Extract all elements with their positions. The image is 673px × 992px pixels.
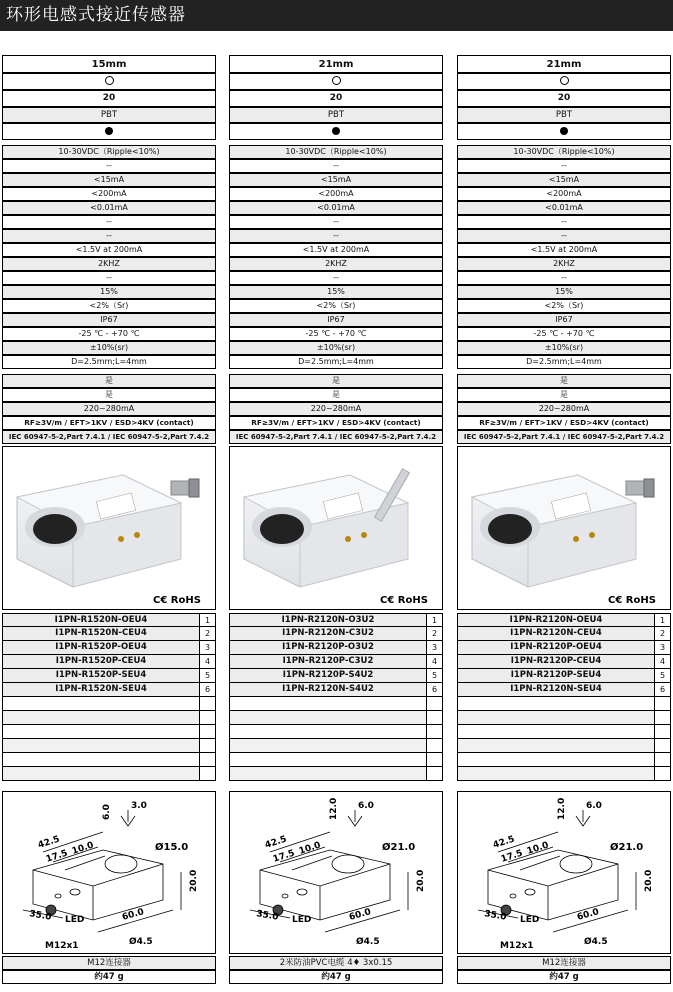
spec-row: -- bbox=[457, 271, 671, 285]
reverse-polarity-protection: 是 bbox=[2, 374, 216, 388]
model-number: I1PN-R2120P-SEU4 bbox=[458, 669, 655, 682]
model-index: 1 bbox=[659, 616, 666, 625]
standard: IEC 60947-5-2,Part 7.4.1 / IEC 60947-5-2,Part 7.4.2 bbox=[457, 430, 671, 444]
model-index: 4 bbox=[204, 657, 211, 666]
model-number: I1PN-R2120N-CEU4 bbox=[458, 627, 655, 640]
svg-text:C€ RoHS: C€ RoHS bbox=[380, 595, 428, 606]
spec-row: <15mA bbox=[457, 173, 671, 187]
page-title: 环形电感式接近传感器 bbox=[0, 0, 673, 31]
spec-list bbox=[229, 145, 443, 369]
svg-text:10.0: 10.0 bbox=[297, 840, 323, 857]
dimension-drawing bbox=[2, 791, 216, 954]
model-number: I1PN-R1520P-SEU4 bbox=[3, 669, 200, 682]
model-row bbox=[457, 613, 671, 627]
model-index: 6 bbox=[659, 685, 666, 694]
svg-text:C€ RoHS: C€ RoHS bbox=[153, 595, 201, 606]
model-row bbox=[457, 669, 671, 683]
model-index: 1 bbox=[431, 616, 438, 625]
spec-row: <2%（Sr) bbox=[2, 299, 216, 313]
model-row bbox=[2, 627, 216, 641]
empty-row bbox=[457, 711, 671, 725]
svg-text:35.0: 35.0 bbox=[483, 909, 508, 923]
spec-row: -- bbox=[229, 229, 443, 243]
svg-text:20.0: 20.0 bbox=[644, 869, 654, 892]
model-number: I1PN-R2120P-C3U2 bbox=[230, 655, 427, 668]
short-circuit-current: 220~280mA bbox=[457, 402, 671, 416]
model-row bbox=[2, 683, 216, 697]
empty-row bbox=[2, 697, 216, 711]
standard: IEC 60947-5-2,Part 7.4.1 / IEC 60947-5-2,Part 7.4.2 bbox=[229, 430, 443, 444]
svg-text:60.0: 60.0 bbox=[348, 907, 373, 923]
model-row bbox=[229, 683, 443, 697]
spec-row: -25 ℃ - +70 ℃ bbox=[2, 327, 216, 341]
sensor-size: 15mm bbox=[2, 55, 216, 73]
output-led-icon bbox=[2, 123, 216, 140]
empty-row bbox=[2, 739, 216, 753]
spec-row: 15% bbox=[2, 285, 216, 299]
connection-type: M12连接器 bbox=[2, 956, 216, 970]
model-index: 2 bbox=[204, 629, 211, 638]
spec-row: D=2.5mm;L=4mm bbox=[457, 355, 671, 369]
svg-text:3.0: 3.0 bbox=[131, 801, 147, 811]
svg-text:12.0: 12.0 bbox=[329, 797, 339, 820]
spec-row: <200mA bbox=[457, 187, 671, 201]
empty-row bbox=[229, 767, 443, 781]
model-list bbox=[229, 613, 443, 697]
model-list bbox=[457, 613, 671, 697]
spec-row: 15% bbox=[457, 285, 671, 299]
product-photo bbox=[229, 446, 443, 610]
product-photo bbox=[457, 446, 671, 610]
model-list bbox=[2, 613, 216, 697]
reverse-polarity-protection: 是 bbox=[457, 374, 671, 388]
svg-text:6.0: 6.0 bbox=[358, 801, 374, 811]
model-number: I1PN-R2120P-O3U2 bbox=[230, 641, 427, 654]
svg-text:20.0: 20.0 bbox=[189, 869, 199, 892]
svg-text:35.0: 35.0 bbox=[255, 909, 280, 923]
standard: IEC 60947-5-2,Part 7.4.1 / IEC 60947-5-2,Part 7.4.2 bbox=[2, 430, 216, 444]
short-circuit-protection: 是 bbox=[229, 388, 443, 402]
spec-row: ±10%(sr) bbox=[457, 341, 671, 355]
model-number: I1PN-R2120P-OEU4 bbox=[458, 641, 655, 654]
model-index: 2 bbox=[431, 629, 438, 638]
mounting-nonflush-icon bbox=[2, 73, 216, 90]
spec-row: -- bbox=[457, 159, 671, 173]
spec-row: <1.5V at 200mA bbox=[457, 243, 671, 257]
model-row bbox=[2, 613, 216, 627]
empty-model-rows bbox=[2, 697, 216, 781]
model-number: I1PN-R1520N-CEU4 bbox=[3, 627, 200, 640]
empty-row bbox=[229, 739, 443, 753]
spec-row: 10-30VDC（Ripple<10%) bbox=[2, 145, 216, 159]
model-row bbox=[2, 669, 216, 683]
spec-row: 10-30VDC（Ripple<10%) bbox=[229, 145, 443, 159]
empty-row bbox=[457, 739, 671, 753]
empty-row bbox=[2, 753, 216, 767]
spec-row: <2%（Sr) bbox=[229, 299, 443, 313]
sensor-size: 21mm bbox=[229, 55, 443, 73]
model-number: I1PN-R2120N-S4U2 bbox=[230, 683, 427, 696]
spec-row: <1.5V at 200mA bbox=[2, 243, 216, 257]
empty-row bbox=[457, 725, 671, 739]
spec-row: D=2.5mm;L=4mm bbox=[229, 355, 443, 369]
product-column bbox=[229, 55, 443, 984]
model-number: I1PN-R1520P-OEU4 bbox=[3, 641, 200, 654]
model-row bbox=[457, 683, 671, 697]
model-number: I1PN-R2120N-O3U2 bbox=[230, 614, 427, 626]
model-index: 3 bbox=[659, 643, 666, 652]
model-row bbox=[457, 627, 671, 641]
spec-row: -- bbox=[2, 159, 216, 173]
spec-row: ±10%(sr) bbox=[2, 341, 216, 355]
spec-row: -- bbox=[2, 271, 216, 285]
svg-text:LED: LED bbox=[292, 915, 312, 925]
dimension-drawing bbox=[457, 791, 671, 954]
empty-row bbox=[229, 697, 443, 711]
spec-row: <15mA bbox=[229, 173, 443, 187]
svg-text:17.5: 17.5 bbox=[271, 848, 297, 865]
svg-text:Ø4.5: Ø4.5 bbox=[584, 937, 608, 947]
svg-text:Ø4.5: Ø4.5 bbox=[356, 937, 380, 947]
spec-row: <2%（Sr) bbox=[457, 299, 671, 313]
empty-row bbox=[2, 711, 216, 725]
emc-values: RF≥3V/m / EFT>1KV / ESD>4KV (contact) bbox=[229, 416, 443, 430]
short-circuit-current: 220~280mA bbox=[229, 402, 443, 416]
weight: 约47 g bbox=[2, 970, 216, 984]
empty-row bbox=[229, 725, 443, 739]
svg-text:M12x1: M12x1 bbox=[500, 941, 534, 951]
sensor-size: 21mm bbox=[457, 55, 671, 73]
svg-text:M12x1: M12x1 bbox=[45, 941, 79, 951]
empty-row bbox=[2, 725, 216, 739]
output-led-icon bbox=[457, 123, 671, 140]
model-row bbox=[229, 613, 443, 627]
model-number: I1PN-R1520P-CEU4 bbox=[3, 655, 200, 668]
mounting-nonflush-icon bbox=[229, 73, 443, 90]
spec-row: <0.01mA bbox=[2, 201, 216, 215]
short-circuit-protection: 是 bbox=[2, 388, 216, 402]
spec-list bbox=[2, 145, 216, 369]
model-index: 3 bbox=[431, 643, 438, 652]
svg-text:17.5: 17.5 bbox=[499, 848, 525, 865]
svg-text:6.0: 6.0 bbox=[586, 801, 602, 811]
model-number: I1PN-R2120N-SEU4 bbox=[458, 683, 655, 696]
spec-row: -- bbox=[457, 229, 671, 243]
emc-values: RF≥3V/m / EFT>1KV / ESD>4KV (contact) bbox=[457, 416, 671, 430]
empty-row bbox=[457, 753, 671, 767]
svg-text:42.5: 42.5 bbox=[491, 834, 517, 851]
sensing-distance: 20 bbox=[457, 90, 671, 107]
model-row bbox=[457, 641, 671, 655]
model-row bbox=[229, 627, 443, 641]
model-number: I1PN-R2120P-S4U2 bbox=[230, 669, 427, 682]
spec-row: 2KHZ bbox=[457, 257, 671, 271]
spec-row: <200mA bbox=[229, 187, 443, 201]
svg-text:C€ RoHS: C€ RoHS bbox=[608, 595, 656, 606]
model-index: 4 bbox=[431, 657, 438, 666]
spec-row: 2KHZ bbox=[229, 257, 443, 271]
model-index: 6 bbox=[204, 685, 211, 694]
spec-row: ±10%(sr) bbox=[229, 341, 443, 355]
spec-list bbox=[457, 145, 671, 369]
model-number: I1PN-R1520N-SEU4 bbox=[3, 683, 200, 696]
empty-model-rows bbox=[229, 697, 443, 781]
empty-row bbox=[229, 753, 443, 767]
svg-text:60.0: 60.0 bbox=[121, 907, 146, 923]
product-column bbox=[2, 55, 216, 984]
model-index: 4 bbox=[659, 657, 666, 666]
svg-text:42.5: 42.5 bbox=[36, 834, 62, 851]
spec-row: -- bbox=[229, 159, 443, 173]
short-circuit-current: 220~280mA bbox=[2, 402, 216, 416]
reverse-polarity-protection: 是 bbox=[229, 374, 443, 388]
model-number: I1PN-R2120P-CEU4 bbox=[458, 655, 655, 668]
spec-row: IP67 bbox=[229, 313, 443, 327]
empty-model-rows bbox=[457, 697, 671, 781]
sensing-distance: 20 bbox=[229, 90, 443, 107]
spec-row: -25 ℃ - +70 ℃ bbox=[457, 327, 671, 341]
spec-row: 15% bbox=[229, 285, 443, 299]
connection-type: M12连接器 bbox=[457, 956, 671, 970]
housing-material: PBT bbox=[457, 107, 671, 123]
spec-row: -- bbox=[229, 215, 443, 229]
housing-material: PBT bbox=[229, 107, 443, 123]
output-led-icon bbox=[229, 123, 443, 140]
model-number: I1PN-R2120N-OEU4 bbox=[458, 614, 655, 626]
model-number: I1PN-R2120N-C3U2 bbox=[230, 627, 427, 640]
weight: 约47 g bbox=[229, 970, 443, 984]
model-row bbox=[229, 655, 443, 669]
model-row bbox=[229, 641, 443, 655]
svg-text:42.5: 42.5 bbox=[263, 834, 289, 851]
svg-text:17.5: 17.5 bbox=[44, 848, 70, 865]
spec-row: <200mA bbox=[2, 187, 216, 201]
spec-row: <15mA bbox=[2, 173, 216, 187]
empty-row bbox=[457, 767, 671, 781]
spec-row: D=2.5mm;L=4mm bbox=[2, 355, 216, 369]
model-index: 2 bbox=[659, 629, 666, 638]
svg-text:LED: LED bbox=[65, 915, 85, 925]
svg-text:Ø21.0: Ø21.0 bbox=[382, 842, 416, 853]
svg-text:20.0: 20.0 bbox=[416, 869, 426, 892]
model-index: 1 bbox=[204, 616, 211, 625]
spec-row: -25 ℃ - +70 ℃ bbox=[229, 327, 443, 341]
svg-text:35.0: 35.0 bbox=[28, 909, 53, 923]
model-index: 3 bbox=[204, 643, 211, 652]
svg-text:10.0: 10.0 bbox=[70, 840, 96, 857]
svg-text:60.0: 60.0 bbox=[576, 907, 601, 923]
sensing-distance: 20 bbox=[2, 90, 216, 107]
model-row bbox=[457, 655, 671, 669]
model-index: 5 bbox=[431, 671, 438, 680]
spec-row: -- bbox=[2, 229, 216, 243]
empty-row bbox=[2, 767, 216, 781]
model-number: I1PN-R1520N-OEU4 bbox=[3, 614, 200, 626]
dimension-drawing bbox=[229, 791, 443, 954]
model-row bbox=[2, 641, 216, 655]
svg-text:12.0: 12.0 bbox=[557, 797, 567, 820]
product-column bbox=[457, 55, 671, 984]
svg-text:Ø15.0: Ø15.0 bbox=[155, 842, 189, 853]
model-index: 6 bbox=[431, 685, 438, 694]
svg-text:Ø21.0: Ø21.0 bbox=[610, 842, 644, 853]
spec-row: -- bbox=[2, 215, 216, 229]
spec-row: IP67 bbox=[2, 313, 216, 327]
model-index: 5 bbox=[659, 671, 666, 680]
short-circuit-protection: 是 bbox=[457, 388, 671, 402]
spec-row: -- bbox=[457, 215, 671, 229]
empty-row bbox=[229, 711, 443, 725]
spec-row: <0.01mA bbox=[457, 201, 671, 215]
svg-text:10.0: 10.0 bbox=[525, 840, 551, 857]
spec-row: 2KHZ bbox=[2, 257, 216, 271]
model-index: 5 bbox=[204, 671, 211, 680]
model-row bbox=[2, 655, 216, 669]
product-photo bbox=[2, 446, 216, 610]
empty-row bbox=[457, 697, 671, 711]
spec-row: <0.01mA bbox=[229, 201, 443, 215]
spec-row: 10-30VDC（Ripple<10%) bbox=[457, 145, 671, 159]
spec-row: -- bbox=[229, 271, 443, 285]
model-row bbox=[229, 669, 443, 683]
svg-text:Ø4.5: Ø4.5 bbox=[129, 937, 153, 947]
connection-type: 2米防油PVC电缆 4♦ 3x0.15 bbox=[229, 956, 443, 970]
spec-row: IP67 bbox=[457, 313, 671, 327]
weight: 约47 g bbox=[457, 970, 671, 984]
spec-row: <1.5V at 200mA bbox=[229, 243, 443, 257]
emc-values: RF≥3V/m / EFT>1KV / ESD>4KV (contact) bbox=[2, 416, 216, 430]
svg-text:6.0: 6.0 bbox=[102, 804, 112, 820]
mounting-nonflush-icon bbox=[457, 73, 671, 90]
housing-material: PBT bbox=[2, 107, 216, 123]
svg-text:LED: LED bbox=[520, 915, 540, 925]
